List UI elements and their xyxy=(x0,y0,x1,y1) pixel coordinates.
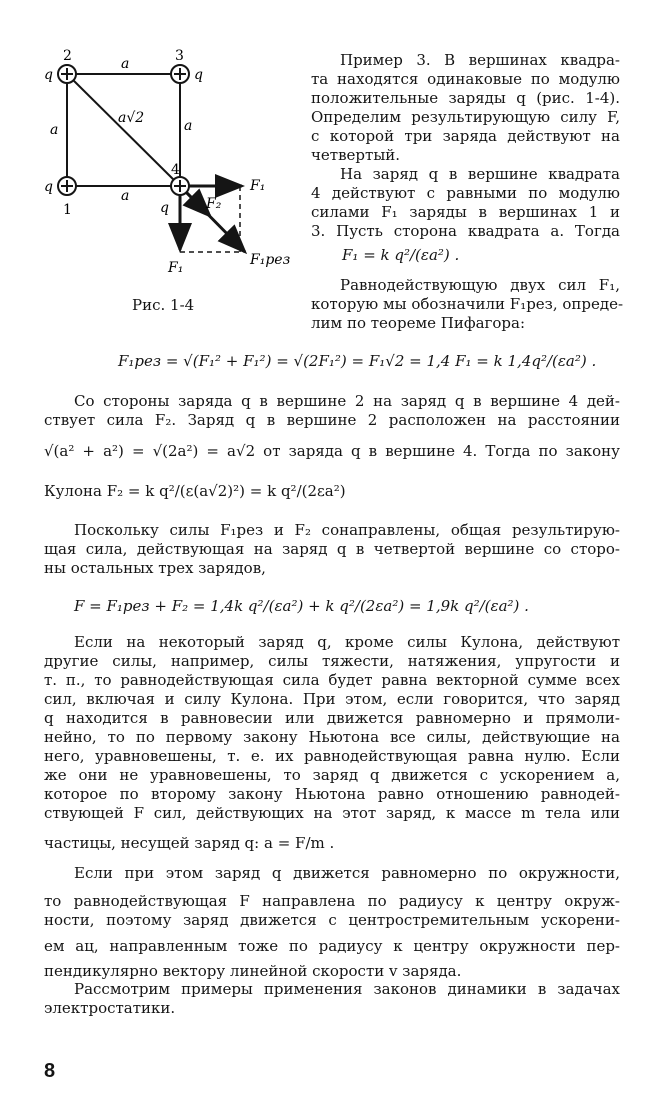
paragraph-line: Если при этом заряд q движется равномерно по окружности, xyxy=(74,864,620,882)
figure-square-charges xyxy=(30,40,290,290)
paragraph-line: т. п., то равнодействующая сила будет равна векторной сумме всех xyxy=(44,671,620,689)
label-vertex-4: 4 xyxy=(171,162,180,178)
label-a-left: a xyxy=(50,122,59,138)
label-vertex-1: 1 xyxy=(63,202,72,218)
paragraph-line: сил, включая и силу Кулона. При этом, если говорится, что заряд xyxy=(44,690,620,708)
intro-line: положительные заряды q (рис. 1-4). xyxy=(311,89,620,107)
label-a-sqrt2: a√2 xyxy=(118,110,145,126)
paragraph-line: ствующей F сил, действующих на этот заряд, к массе m тела или xyxy=(44,804,620,822)
intro-line: Определим результирующую силу F, xyxy=(311,108,620,126)
label-q-2: q xyxy=(44,67,53,83)
formula-pythagoras: F₁рез = √(F₁² + F₁²) = √(2F₁²) = F₁√2 = 1,4 F₁ = k 1,4q²/(εa²) . xyxy=(118,352,597,370)
intro-line: та находятся одинаковые по модулю xyxy=(311,70,620,88)
paragraph-line: Если на некоторый заряд q, кроме силы Кулона, действуют xyxy=(74,633,620,651)
intro-line: силами F₁ заряды в вершинах 1 и xyxy=(311,203,620,221)
paragraph-line: же они не уравновешены, то заряд q движется с ускорением a, xyxy=(44,766,620,784)
label-f2: F₂ xyxy=(206,196,222,212)
paragraph-line: ствует сила F₂. Заряд q в вершине 2 расположен на расстоянии xyxy=(44,411,620,429)
diagonal xyxy=(67,74,180,186)
paragraph-line: Поскольку силы F₁рез и F₂ сонаправлены, общая результирую- xyxy=(74,521,620,539)
paragraph-line: то равнодействующая F направлена по радиусу к центру окруж- xyxy=(44,892,620,910)
formula-total: F = F₁рез + F₂ = 1,4k q²/(εa²) + k q²/(2εa²) = 1,9k q²/(εa²) . xyxy=(74,597,529,615)
label-q-1: q xyxy=(44,179,53,195)
charge-vertex-1 xyxy=(58,177,76,195)
paragraph-line: Рассмотрим примеры применения законов динамики в задачах xyxy=(74,980,620,998)
intro-line: четвертый. xyxy=(311,146,401,164)
intro-line: На заряд q в вершине квадрата xyxy=(340,165,620,183)
intro-line: Пример 3. В вершинах квадра- xyxy=(340,51,620,69)
label-vertex-2: 2 xyxy=(63,48,72,64)
figure-caption: Рис. 1-4 xyxy=(132,296,195,314)
paragraph-line: q находится в равновесии или движется равномерно и прямоли- xyxy=(44,709,620,727)
paragraph-line: Кулона F₂ = k q²/(ε(a√2)²) = k q²/(2εa²) xyxy=(44,482,346,500)
paragraph-line: Со стороны заряда q в вершине 2 на заряд q в вершине 4 дей- xyxy=(74,392,620,410)
label-f1-right: F₁ xyxy=(250,178,266,194)
charge-vertex-4 xyxy=(171,177,189,195)
intro-line: лим по теореме Пифагора: xyxy=(311,314,526,332)
label-f1res: F₁рез xyxy=(250,252,290,268)
label-vertex-3: 3 xyxy=(175,48,184,64)
charge-vertex-2 xyxy=(58,65,76,83)
intro-line: которую мы обозначили F₁рез, опреде- xyxy=(311,295,624,313)
paragraph-line: него, уравновешены, т. е. их равнодействующая равна нулю. Если xyxy=(44,747,620,765)
paragraph-line: которое по второму закону Ньютона равно отношению равнодей- xyxy=(44,785,620,803)
formula-f1: F₁ = k q²/(εa²) . xyxy=(342,246,460,264)
paragraph-line: нейно, то по первому закону Ньютона все силы, действующие на xyxy=(44,728,620,746)
intro-line: 3. Пусть сторона квадрата a. Тогда xyxy=(311,222,620,240)
label-f1-down: F₁ xyxy=(168,260,184,276)
paragraph-line: √(a² + a²) = √(2a²) = a√2 от заряда q в вершине 4. Тогда по закону xyxy=(44,442,620,460)
intro-line: с которой три заряда действуют на xyxy=(311,127,620,145)
intro-line: Равнодействующую двух сил F₁, xyxy=(340,276,620,294)
label-a-bottom: a xyxy=(121,188,130,204)
label-q-3: q xyxy=(194,67,203,83)
paragraph-line: ем aц, направленным тоже по радиусу к центру окружности пер- xyxy=(44,937,620,955)
label-q-4: q xyxy=(160,200,169,216)
page-number: 8 xyxy=(44,1060,56,1082)
paragraph-line: частицы, несущей заряд q: a = F/m . xyxy=(44,834,335,852)
paragraph-line: ны остальных трех зарядов, xyxy=(44,559,266,577)
charge-vertex-3 xyxy=(171,65,189,83)
label-a-top: a xyxy=(121,56,130,72)
paragraph-line: щая сила, действующая на заряд q в четвертой вершине со сторо- xyxy=(44,540,620,558)
paragraph-line: ности, поэтому заряд движется с центростремительным ускорени- xyxy=(44,911,620,929)
paragraph-line: пендикулярно вектору линейной скорости v заряда. xyxy=(44,962,462,980)
intro-line: 4 действуют с равными по модулю xyxy=(311,184,620,202)
label-a-right: a xyxy=(184,118,193,134)
paragraph-line: электростатики. xyxy=(44,999,176,1017)
paragraph-line: другие силы, например, силы тяжести, натяжения, упругости и xyxy=(44,652,620,670)
